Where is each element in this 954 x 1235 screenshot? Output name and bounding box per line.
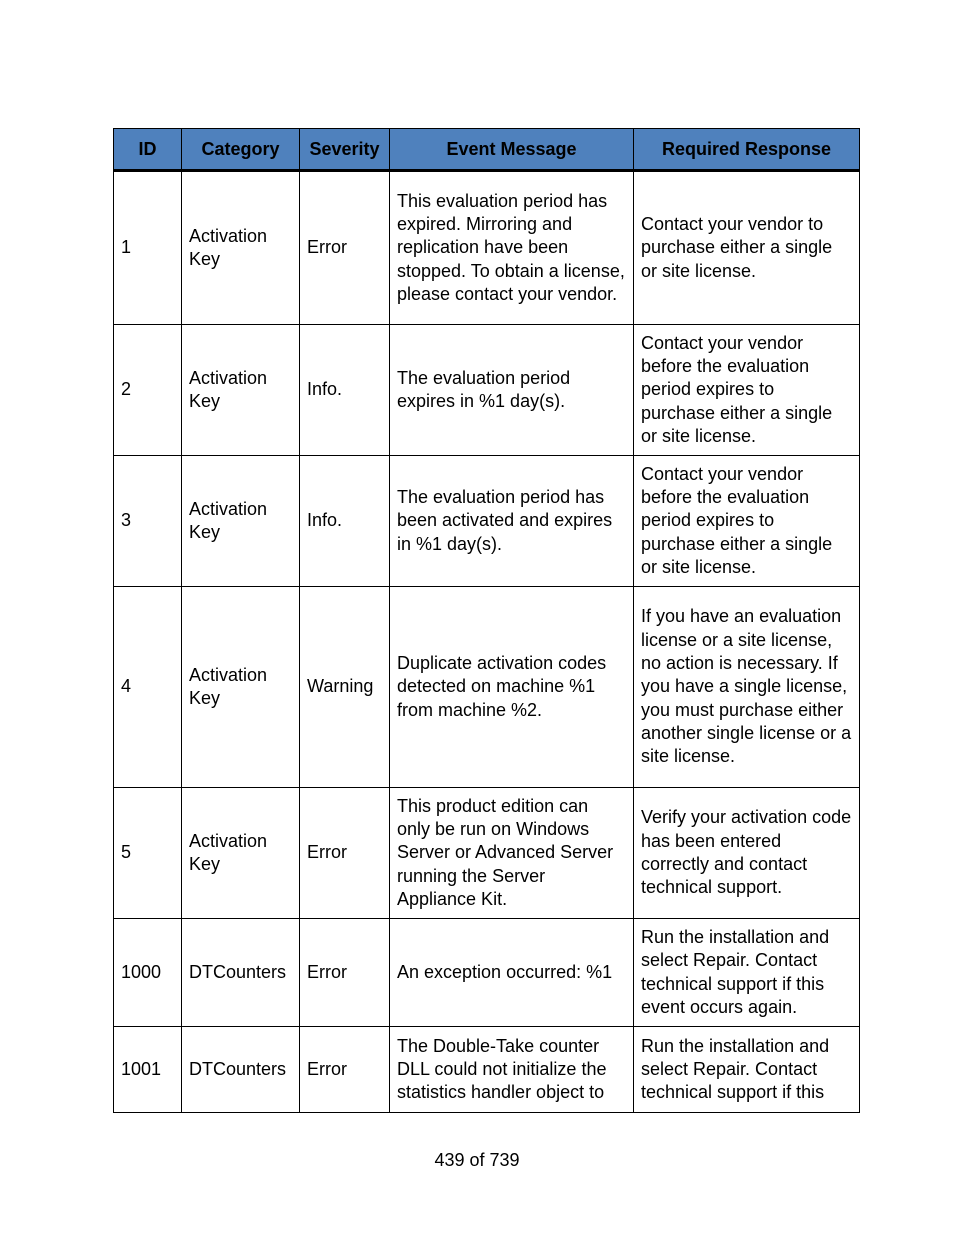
- cell-required-response: Contact your vendor before the evaluation period expires to purchase either a single or site license.: [634, 325, 860, 456]
- cell-category: Activation Key: [182, 171, 300, 325]
- cell-event-message: The evaluation period expires in %1 day(s).: [390, 325, 634, 456]
- cell-category: Activation Key: [182, 587, 300, 788]
- cell-event-message: The evaluation period has been activated and expires in %1 day(s).: [390, 456, 634, 587]
- cell-severity: Error: [300, 919, 390, 1027]
- cell-id: 2: [114, 325, 182, 456]
- table-row: [114, 456, 860, 587]
- header-id: ID: [114, 129, 182, 171]
- cell-id: 5: [114, 788, 182, 919]
- cell-id: 1001: [114, 1027, 182, 1113]
- cell-category: Activation Key: [182, 788, 300, 919]
- cell-event-message: An exception occurred: %1: [390, 919, 634, 1027]
- cell-severity: Error: [300, 788, 390, 919]
- cell-category: DTCounters: [182, 919, 300, 1027]
- cell-required-response: Run the installation and select Repair. Contact technical support if this event occurs again.: [634, 919, 860, 1027]
- header-severity: Severity: [300, 129, 390, 171]
- cell-event-message: This product edition can only be run on Windows Server or Advanced Server running the Server Appliance Kit.: [390, 788, 634, 919]
- table-row: [114, 919, 860, 1027]
- page-number: 439 of 739: [434, 1150, 520, 1170]
- cell-event-message: Duplicate activation codes detected on machine %1 from machine %2.: [390, 587, 634, 788]
- cell-required-response: If you have an evaluation license or a site license, no action is necessary. If you have a single license, you must purchase either another single license or a site license.: [634, 587, 860, 788]
- cell-severity: Error: [300, 1027, 390, 1113]
- table-row: [114, 587, 860, 788]
- cell-severity: Error: [300, 171, 390, 325]
- cell-id: 4: [114, 587, 182, 788]
- header-required-response: Required Response: [634, 129, 860, 171]
- cell-required-response: Contact your vendor before the evaluation period expires to purchase either a single or site license.: [634, 456, 860, 587]
- table-row: [114, 788, 860, 919]
- cell-required-response: Contact your vendor to purchase either a single or site license.: [634, 171, 860, 325]
- cell-category: DTCounters: [182, 1027, 300, 1113]
- cell-event-message: The Double-Take counter DLL could not initialize the statistics handler object to: [390, 1027, 634, 1113]
- table-row: [114, 325, 860, 456]
- table-row: [114, 171, 860, 325]
- header-category: Category: [182, 129, 300, 171]
- cell-severity: Warning: [300, 587, 390, 788]
- cell-category: Activation Key: [182, 325, 300, 456]
- event-table: [113, 128, 860, 1113]
- cell-id: 1: [114, 171, 182, 325]
- table-row: [114, 1027, 860, 1113]
- cell-severity: Info.: [300, 456, 390, 587]
- table-body: [114, 171, 860, 1113]
- cell-required-response: Verify your activation code has been entered correctly and contact technical support.: [634, 788, 860, 919]
- cell-id: 1000: [114, 919, 182, 1027]
- cell-severity: Info.: [300, 325, 390, 456]
- header-row: [114, 129, 860, 171]
- cell-id: 3: [114, 456, 182, 587]
- cell-required-response: Run the installation and select Repair. Contact technical support if this: [634, 1027, 860, 1113]
- table-header: [114, 129, 860, 171]
- cell-event-message: This evaluation period has expired. Mirroring and replication have been stopped. To obtain a license, please contact your vendor.: [390, 171, 634, 325]
- header-event-message: Event Message: [390, 129, 634, 171]
- cell-category: Activation Key: [182, 456, 300, 587]
